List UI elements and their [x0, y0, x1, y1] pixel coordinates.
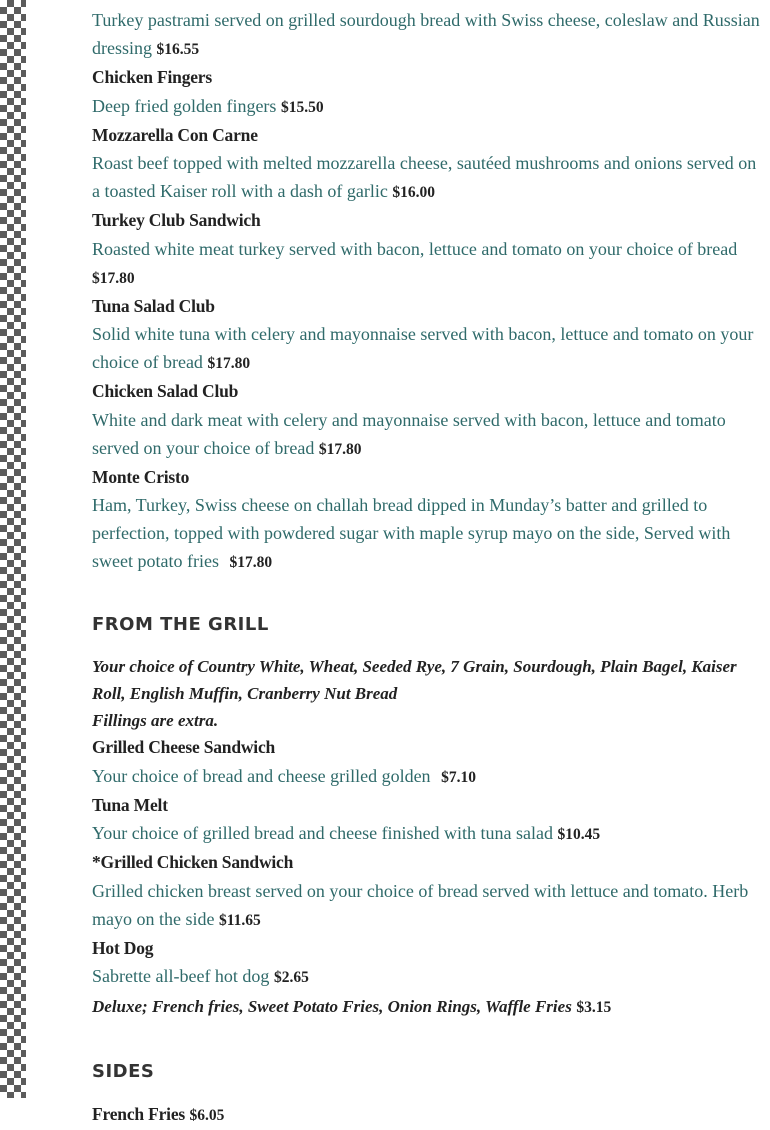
- fillings-note: Fillings are extra.: [92, 711, 219, 730]
- menu-item: [92, 464, 768, 578]
- item-price: $17.80: [207, 355, 251, 372]
- item-name: Grilled Cheese Sandwich: [92, 737, 276, 757]
- item-name: Tuna Salad Club: [92, 295, 215, 316]
- item-description: White and dark meat with celery and mayonnaise served with bacon, lettuce and tomato served on your choice of bread: [92, 409, 726, 458]
- menu-item: [92, 1100, 768, 1130]
- item-price: $15.50: [280, 98, 324, 116]
- menu-content: [92, 6, 768, 1130]
- item-price: $2.65: [273, 969, 309, 986]
- menu-item: [92, 64, 768, 122]
- item-description: Ham, Turkey, Swiss cheese on challah bread dipped in Munday’s batter and grilled to perfection, topped with powdered sugar with maple syrup mayo on the side, Served with sweet potato fries: [92, 495, 731, 571]
- item-name: Tuna Melt: [92, 794, 168, 815]
- item-name: Turkey Club Sandwich: [92, 210, 261, 230]
- deluxe-price: $3.15: [576, 999, 612, 1016]
- menu-item: [92, 378, 768, 464]
- menu-item: [92, 734, 768, 792]
- item-description: Roasted white meat turkey served with bacon, lettuce and tomato on your choice of bread: [92, 238, 738, 259]
- item-description: Your choice of bread and cheese grilled golden: [92, 765, 431, 786]
- deluxe-text: Deluxe; French fries, Sweet Potato Fries, Onion Rings, Waffle Fries: [92, 997, 572, 1016]
- checkered-border: [0, 0, 26, 1098]
- bread-choice-note: Your choice of Country White, Wheat, Seeded Rye, 7 Grain, Sourdough, Plain Bagel, Kaiser Roll, English Muffin, Cranberry Nut Bread: [92, 657, 737, 703]
- menu-item: [92, 792, 768, 850]
- item-price: $17.80: [318, 440, 362, 458]
- item-name: Hot Dog: [92, 937, 154, 958]
- item-description: Grilled chicken breast served on your choice of bread served with lettuce and tomato. Herb mayo on the side: [92, 880, 749, 929]
- item-description: Sabrette all-beef hot dog: [92, 966, 270, 986]
- item-name: Chicken Fingers: [92, 67, 212, 87]
- item-name: *Grilled Chicken Sandwich: [92, 852, 294, 872]
- item-name: Monte Cristo: [92, 466, 190, 487]
- menu-item: [92, 122, 768, 208]
- item-price: $16.00: [392, 184, 436, 201]
- item-price: $6.05: [189, 1107, 225, 1124]
- item-description: Your choice of grilled bread and cheese finished with tuna salad: [92, 823, 554, 843]
- item-price: $11.65: [218, 911, 261, 929]
- item-name: Mozzarella Con Carne: [92, 124, 258, 145]
- item-name: French Fries: [92, 1104, 186, 1124]
- item-description: Roast beef topped with melted mozzarella cheese, sautéed mushrooms and onions served on a toasted Kaiser roll with a dash of garlic: [92, 153, 757, 201]
- item-price: $16.55: [156, 41, 200, 58]
- item-price: $17.80: [92, 269, 135, 287]
- deluxe-option: [92, 992, 768, 1022]
- menu-item: [92, 6, 768, 64]
- item-description: Deep fried golden fingers: [92, 95, 277, 116]
- item-price: $10.45: [557, 826, 601, 843]
- item-description: Solid white tuna with celery and mayonnaise served with bacon, lettuce and tomato on your choice of bread: [92, 324, 754, 372]
- menu-item: [92, 293, 768, 379]
- menu-item: [92, 849, 768, 935]
- section-title-sides: SIDES: [92, 1061, 155, 1082]
- item-description: Turkey pastrami served on grilled sourdough bread with Swiss cheese, coleslaw and Russian dressing: [92, 10, 760, 58]
- section-title-grill: FROM THE GRILL: [92, 614, 269, 635]
- menu-item: [92, 935, 768, 993]
- item-name: Chicken Salad Club: [92, 381, 239, 401]
- item-price: $17.80: [229, 554, 273, 571]
- item-price: $7.10: [441, 768, 476, 786]
- menu-item: [92, 207, 768, 293]
